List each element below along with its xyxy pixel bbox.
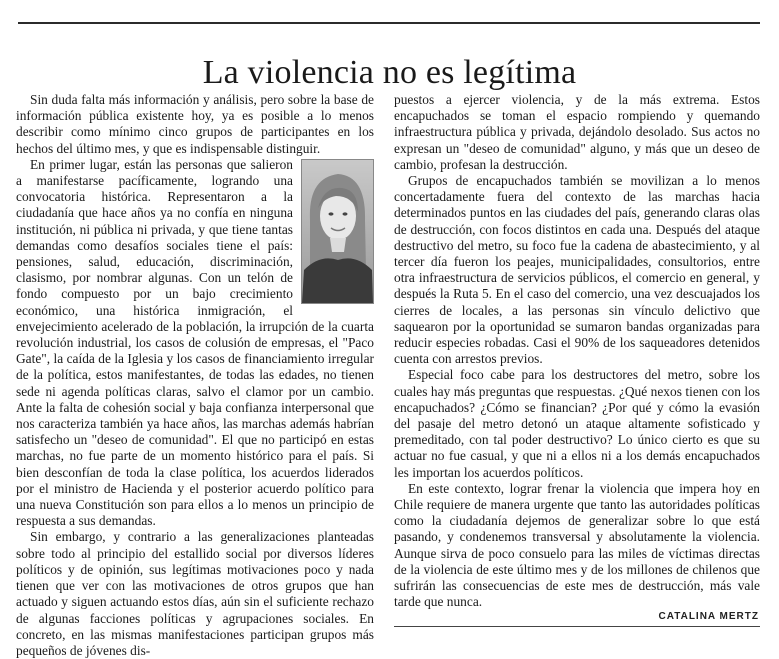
author-photo — [301, 159, 374, 304]
byline-rule — [394, 626, 760, 627]
paragraph-conclusion: En este contexto, lograr frenar la violencia que impera hoy en Chile requiere de manera urgente que tanto las autoridades políticas como la ciudadanía dejemos de generalizar sobre lo que está pasando, y condenemos transversal y absolutamente la violencia. Aunque sirva de poco consuelo para las miles de víctimas directas de la violencia de este último mes y de los millones de chilenos que sufrirán las consecuencias de este mes de destrucción, más vale tarde que nunca. — [394, 480, 760, 610]
author-portrait-image — [302, 160, 373, 303]
paragraph-intro: Sin duda falta más información y análisis, pero sobre la base de información pública existente hoy, ya es posible a lo menos describir como mínimo cinco grupos de participantes en los hechos del último mes, y que es indispensable distinguir. — [16, 92, 374, 156]
top-rule — [18, 22, 760, 24]
article-title: La violencia no es legítima — [202, 53, 577, 91]
paragraph-metro-destroyers: Especial foco cabe para los destructores del metro, sobre los cuales hay más preguntas que respuestas. ¿Qué nexos tienen con los encapuchados? ¿Cómo se financian? ¿Por qué y cómo la evasión del pasaje del metro detonó un ataque altamente sofisticado y premeditado, con tal poder destructivo? Lo único cierto es que su actuar no fue casual, y que ni a ellos ni a los demás encapuchados les importan los acuerdos políticos. — [394, 367, 760, 480]
left-column — [16, 92, 374, 659]
right-column — [394, 92, 760, 611]
paragraph-contrast: Sin embargo, y contrario a las generalizaciones planteadas sobre todo al principio del estallido social por diversos líderes políticos y de opinión, sus legítimas motivaciones poco y nada tienen que ver con las motivaciones de otros grupos que han actuado y siguen actuando estos días, aún sin el suficiente rechazo de algunas facciones políticas y agrupaciones sociales. En concreto, en las mismas manifestaciones participan grupos más pequeños de jóvenes dis- — [16, 529, 374, 658]
paragraph-hooded-groups: Grupos de encapuchados también se movilizan a lo menos concertadamente fuera del contexto de las marchas hacia determinados puntos en las ciudades del país, generando claras olas de destrucción, con focos distintos en cada una. Después del ataque destructivo del metro, su foco fue la cadena de abastecimiento, y al tercer día fueron los peajes, municipalidades, consultorios, entre otra infraestructura de servicios públicos, el comercio en general, y después la Ruta 5. En el caso del comercio, una vez descuajados los cierres de locales, a las personas sin vínculo delictivo que saquearon por la oportunidad se sumaron bandas organizadas para reducir especies robadas. Casi el 90% de los saqueadores detenidos cuenta con arrestos previos. — [394, 173, 760, 367]
author-byline: CATALINA MERTZ — [658, 611, 759, 622]
paragraph-violent-groups: puestos a ejercer violencia, y de la más extrema. Estos encapuchados se toman el espacio rompiendo y quemando infraestructura pública y privada, dejándolo desolado. Sus actos no expresan un "deseo de comunidad" alguno, y más que un deseo de cambio, profesan la destrucción. — [394, 92, 760, 172]
paragraph-peaceful-protesters: En primer lugar, están las personas que salieron a manifestarse pacíficamente, logrando una convocatoria histórica. Representaron a la ciudadanía que hace años ya no confía en ninguna institución, ni pública ni privada, y que tiene tantas demandas como desafíos sociales tiene el país: pensiones, salud, educación, discriminación, clasismo, por nombrar algunas. Con un telón de fondo compuesto por un bajo crecimiento económico, una histórica inmigración, el envejecimiento acelerado de la población, la irrupción de la cuarta revolución industrial, los casos de colusión de empresas, el "Paco Gate", la caída de la Iglesia y los casos de financiamiento irregular de la política, estos manifestantes, de todas las edades, no tienen sede ni agenda políticas claras, salvo el clamor por un cambio. Ante la falta de cohesión social y baja confianza interpersonal que nos caracteriza también ya hace años, las marchas además habrían satisfecho un "deseo de comunidad". El que no participó en estas marchas, no fue parte de un momento histórico para el país. Si bien desconfían de toda la clase política, los acuerdos liderados por el ministro de Hacienda y el posterior acuerdo político para una nueva Constitución son para ellos a lo menos un principio de respuesta a sus demandas. — [16, 156, 374, 529]
